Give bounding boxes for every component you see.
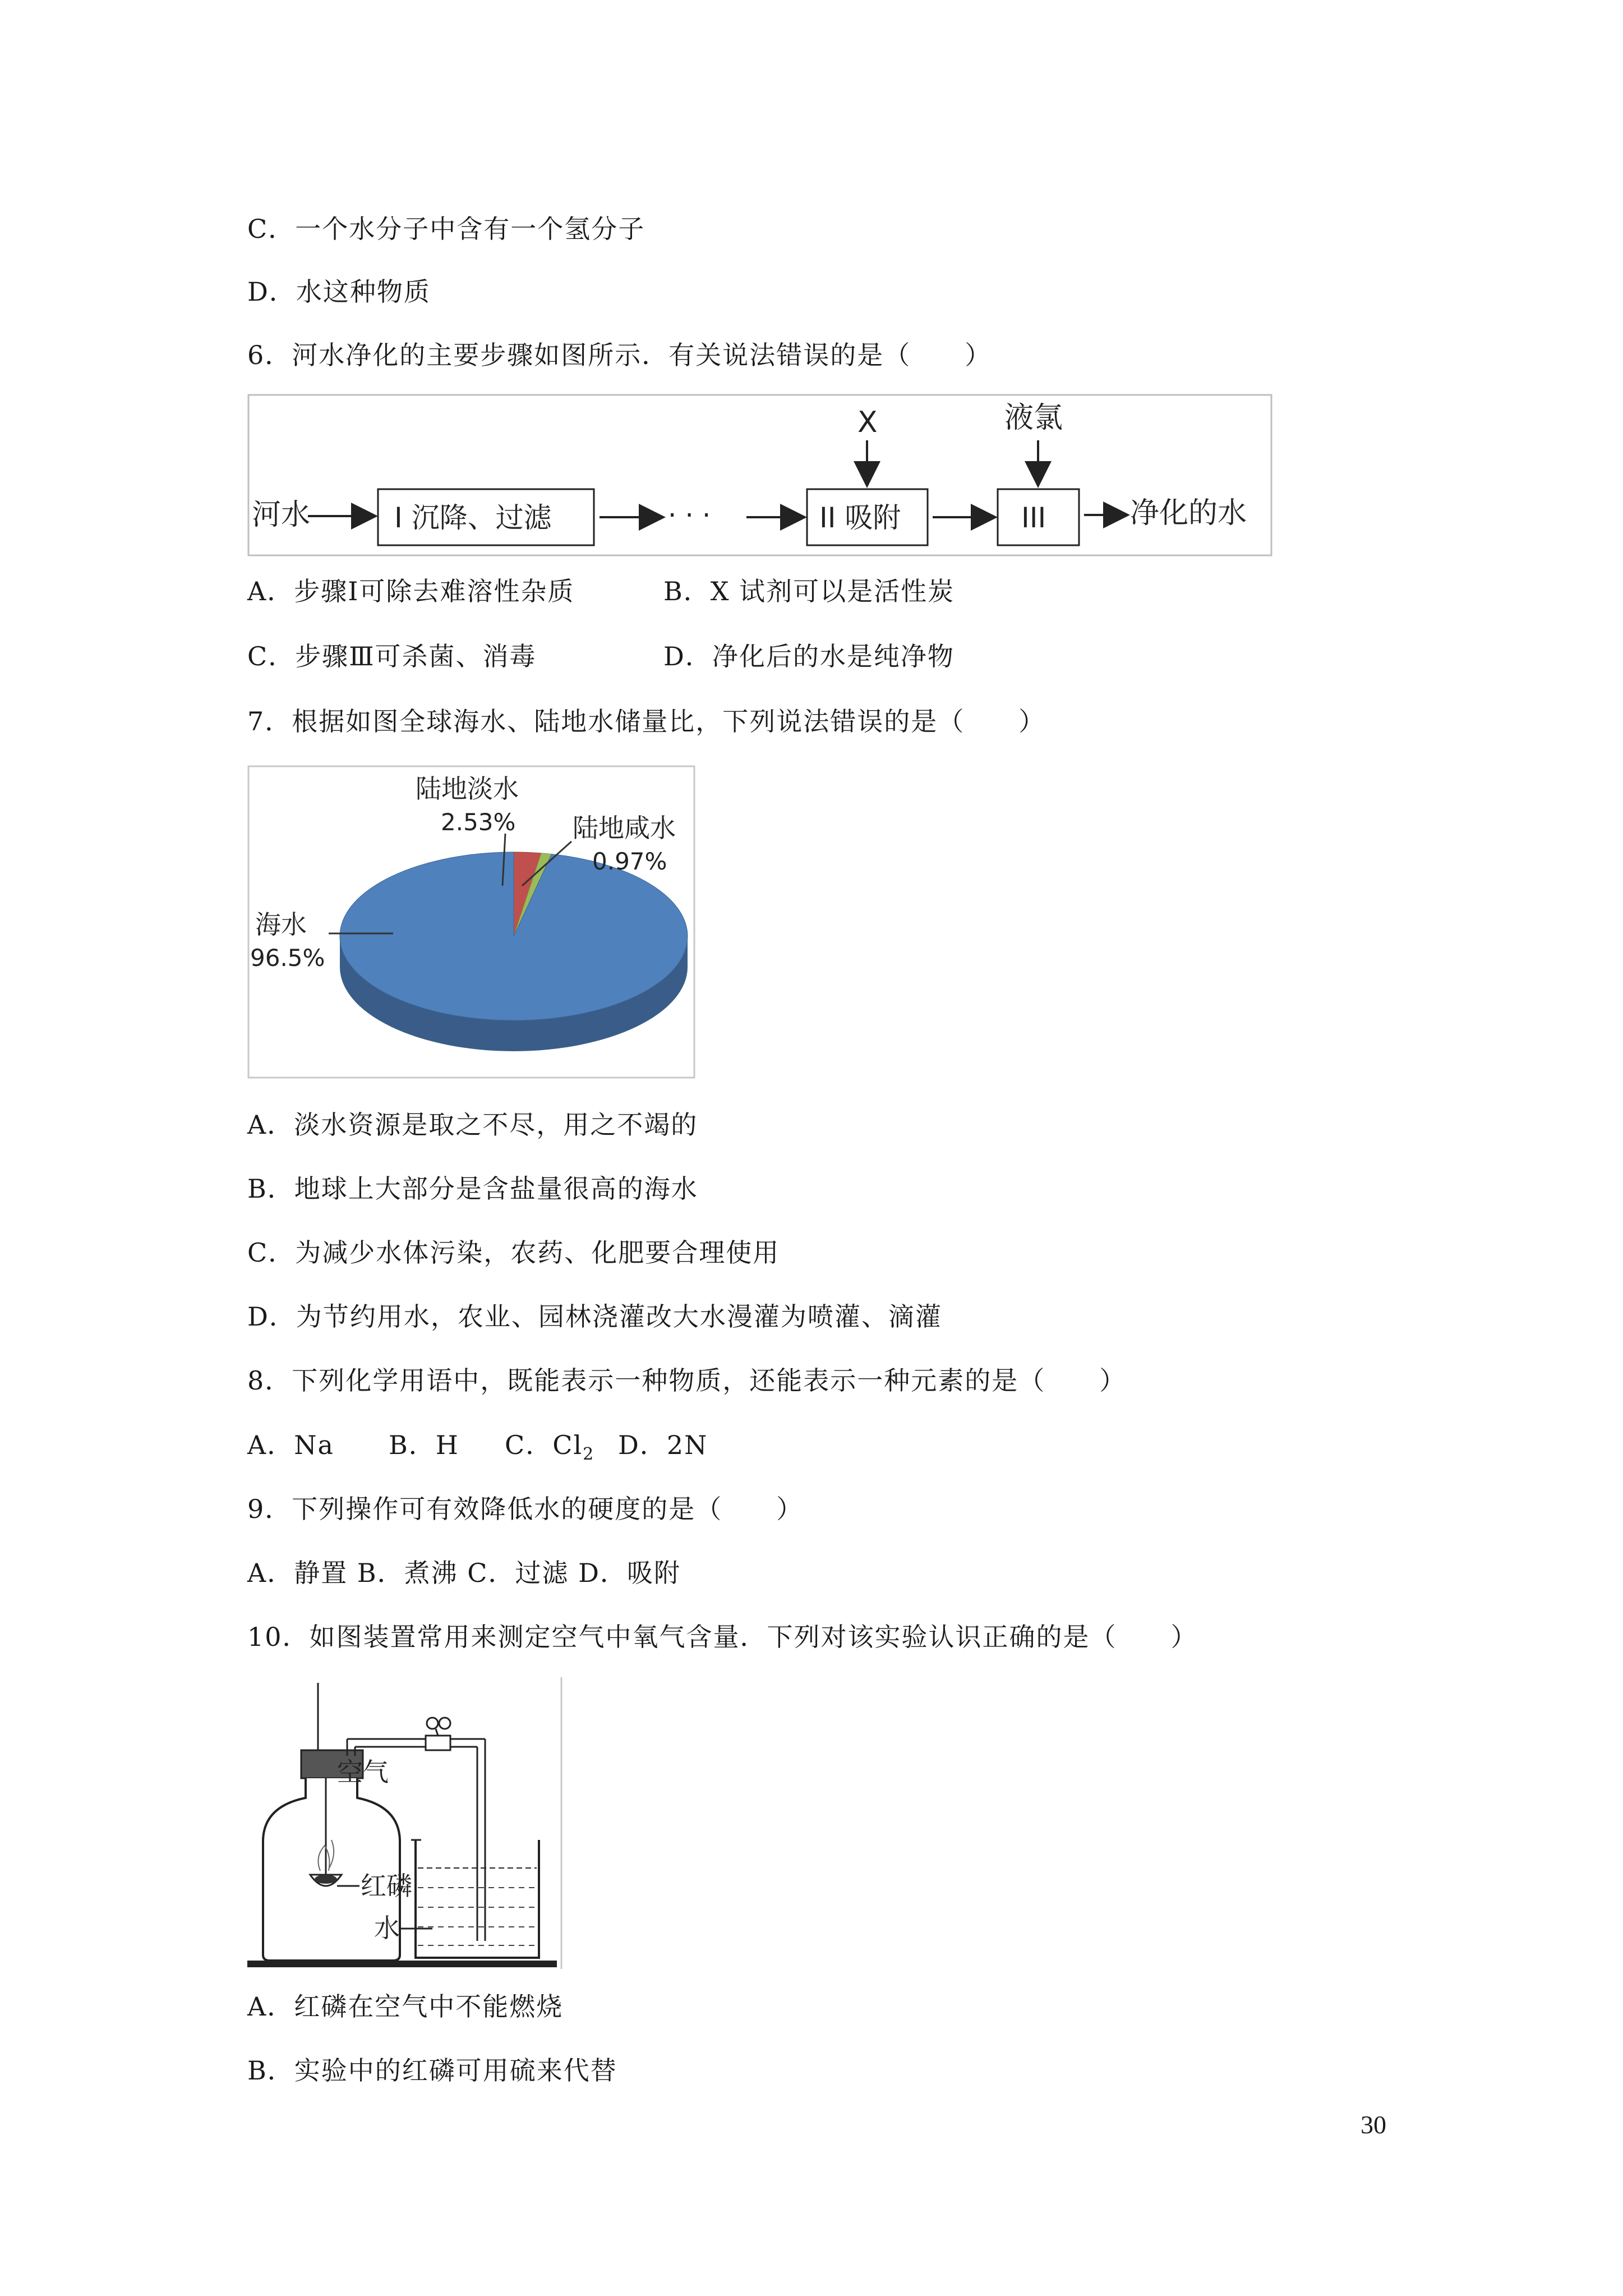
pie-slices xyxy=(340,852,688,1051)
q10-option-b: B．实验中的红磷可用硫来代替 xyxy=(247,2055,617,2086)
q8-option-c xyxy=(505,1428,594,1471)
reagent-x-label: X xyxy=(857,406,878,439)
q8-option-a: A．Na xyxy=(247,1430,334,1460)
q6-option-d: D．净化后的水是纯净物 xyxy=(663,641,955,671)
q8-option-c-subscript: 2 xyxy=(583,1444,595,1465)
air-label: 空气 xyxy=(337,1757,389,1787)
q8-option-b: B．H xyxy=(389,1430,459,1460)
slice-label-sea: 海水 xyxy=(255,909,307,940)
q7-option-d: D．为节约用水，农业、园林浇灌改大水漫灌为喷灌、滴灌 xyxy=(247,1301,942,1332)
q10-option-a: A．红磷在空气中不能燃烧 xyxy=(247,1991,564,2022)
q9-options: A．静置 B．煮沸 C．过滤 D．吸附 xyxy=(247,1558,681,1588)
q8-option-c-text: C．Cl xyxy=(505,1430,583,1460)
q7-option-c: C．为减少水体污染，农药、化肥要合理使用 xyxy=(247,1237,780,1268)
q6-option-b: B．X 试剂可以是活性炭 xyxy=(663,576,955,606)
q8-stem: 8．下列化学用语中，既能表示一种物质，还能表示一种元素的是（ ） xyxy=(247,1365,1127,1396)
phosphorus-label: 红磷 xyxy=(361,1871,412,1901)
clamp-arm xyxy=(436,1729,438,1736)
q7-stem: 7．根据如图全球海水、陆地水储量比，下列说法错误的是（ ） xyxy=(247,706,1046,737)
clamp-ring-left xyxy=(427,1718,438,1729)
clamp-ring-right xyxy=(439,1718,450,1729)
q6-option-a: A．步骤Ⅰ可除去难溶性杂质 xyxy=(247,576,575,606)
q9-stem: 9．下列操作可有效降低水的硬度的是（ ） xyxy=(247,1494,804,1524)
step1-label: I 沉降、过滤 xyxy=(394,501,552,534)
q6-stem: 6．河水净化的主要步骤如图所示．有关说法错误的是（ ） xyxy=(247,340,992,370)
ellipsis-dots: · · · xyxy=(668,500,711,531)
slice-value-salt: 0.97% xyxy=(592,848,667,875)
q5-option-c: C．一个水分子中含有一个氢分子 xyxy=(247,214,645,244)
q7-option-a: A．淡水资源是取之不尽，用之不竭的 xyxy=(247,1110,698,1140)
chlorine-label: 液氯 xyxy=(1004,401,1063,435)
q6-option-c: C．步骤Ⅲ可杀菌、消毒 xyxy=(247,641,537,671)
red-phosphorus xyxy=(315,1875,337,1884)
slice-value-sea: 96.5% xyxy=(250,944,325,972)
oxygen-measurement-apparatus xyxy=(247,1677,567,1975)
q8-option-d: D．2N xyxy=(618,1430,708,1460)
slice-label-salt: 陆地咸水 xyxy=(573,813,676,843)
step2-label: II 吸附 xyxy=(819,501,901,534)
purified-water-label: 净化的水 xyxy=(1130,496,1247,530)
slice-label-fresh: 陆地淡水 xyxy=(416,774,519,804)
river-water-label: 河水 xyxy=(252,498,311,532)
spring-clamp xyxy=(426,1736,450,1750)
page-number: 30 xyxy=(1361,2110,1386,2139)
pie-slice-sea-water xyxy=(340,852,688,1020)
q10-stem: 10．如图装置常用来测定空气中氧气含量．下列对该实验认识正确的是（ ） xyxy=(247,1622,1198,1652)
slice-value-fresh: 2.53% xyxy=(441,808,516,836)
water-label: 水 xyxy=(374,1913,400,1943)
q5-option-d: D．水这种物质 xyxy=(247,277,431,307)
water-purification-diagram xyxy=(247,393,1274,561)
water-pie-chart xyxy=(247,765,696,1079)
q7-option-b: B．地球上大部分是含盐量很高的海水 xyxy=(247,1174,698,1204)
step3-label: III xyxy=(1021,501,1046,534)
